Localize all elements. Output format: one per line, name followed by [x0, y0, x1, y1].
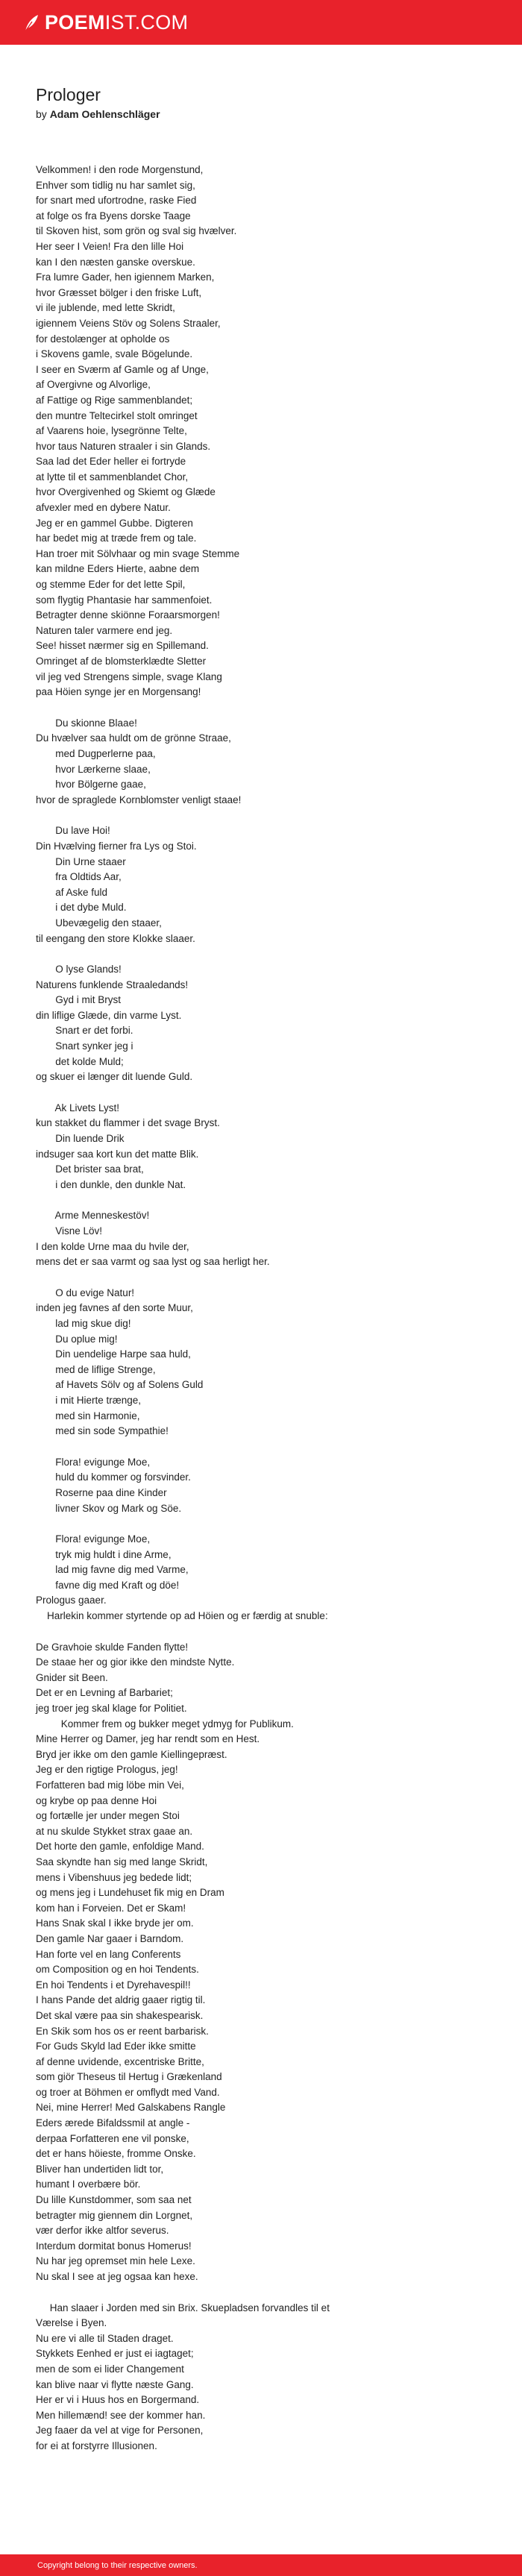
poem-line: O lyse Glands!	[36, 964, 122, 976]
poem-line: Arme Menneskestöv!	[36, 1210, 150, 1222]
poem-line: vær derfor ikke altfor severus.	[36, 2225, 169, 2237]
poem-line: hvor taus Naturen straaler i sin Glands.	[36, 440, 211, 452]
poem-stanza	[36, 1101, 498, 1193]
poem-line: Betragter denne skiönne Foraarsmorgen!	[36, 609, 220, 621]
poem-line: af Vaarens hoie, lysegrönne Telte,	[36, 425, 187, 437]
poem-line: af Overgivne og Alvorlige,	[36, 379, 151, 391]
poem-line: med Dugperlerne paa,	[36, 747, 156, 759]
poem-line: Stykkets Eenhed er just ei iagtaget;	[36, 2348, 194, 2360]
site-logo-text: POEMIST.COM	[45, 10, 189, 34]
poem-line: hvor Bölgerne gaae,	[36, 779, 146, 791]
poem-line: Det brister saa brat,	[36, 1163, 144, 1175]
poem-stanza	[36, 2301, 498, 2454]
poem-line: Han forte vel en lang Conferents	[36, 1948, 181, 1960]
poem-line: for destolænger at opholde os	[36, 333, 170, 345]
poem-line: igiennem Veiens Stöv og Solens Straaler,	[36, 317, 221, 329]
poem-line: Han troer mit Sölvhaar og min svage Stemme	[36, 547, 240, 559]
poem-line: Kommer frem og bukker meget ydmyg for Publikum.	[36, 1718, 294, 1730]
byline-prefix: by	[36, 108, 47, 120]
poem-line: huld du kommer og forsvinder.	[36, 1471, 191, 1483]
poem-line: Fra lumre Gader, hen igiennem Marken,	[36, 271, 215, 283]
poem-line: I den kolde Urne maa du hvile der,	[36, 1240, 189, 1252]
poem-line: af denne uvidende, excentriske Britte,	[36, 2055, 204, 2067]
poem-stanza	[36, 1208, 498, 1269]
poem-line: kun stakket du flammer i det svage Bryst.	[36, 1117, 220, 1129]
poem-line: Nu har jeg opremset min hele Lexe.	[36, 2255, 195, 2267]
poem-line: De Gravhoie skulde Fanden flytte!	[36, 1641, 189, 1653]
poem-line: kom han i Forveien. Det er Skam!	[36, 1902, 186, 1914]
poem-line: vil jeg ved Strengens simple, svage Klang	[36, 670, 222, 682]
poem-line: til Skoven hist, som grön og sval sig hvælver.	[36, 225, 237, 237]
logo-feather-icon	[22, 13, 40, 31]
poem-line: med sin Harmonie,	[36, 1410, 140, 1421]
site-header	[0, 0, 522, 45]
poem-line: Visne Löv!	[36, 1225, 103, 1237]
poem-line: Men hillemænd! see der kommer han.	[36, 2409, 206, 2421]
poem-line: paa Höien synge jer en Morgensang!	[36, 686, 201, 698]
poem-line: Enhver som tidlig nu har samlet sig,	[36, 179, 195, 191]
poem-body	[36, 163, 498, 2454]
poem-line: Det er en Levning af Barbariet;	[36, 1687, 173, 1699]
poem-line: din liflige Glæde, din varme Lyst.	[36, 1009, 182, 1021]
poem-line: det kolde Muld;	[36, 1055, 124, 1067]
poem-line: at nu skulde Stykket strax gaae an.	[36, 1825, 193, 1837]
poem-line: mens det er saa varmt og saa lyst og saa herligt her.	[36, 1256, 270, 1268]
site-logo[interactable]	[22, 10, 189, 34]
poem-line: i Skovens gamle, svale Bögelunde.	[36, 348, 193, 360]
poem-line: Ubevægelig den staaer,	[36, 917, 162, 929]
poem-line: Bliver han undertiden lidt tor,	[36, 2163, 164, 2175]
poem-line: Bryd jer ikke om den gamle Kiellingepræst.	[36, 1748, 227, 1760]
poem-line: af Aske fuld	[36, 886, 108, 898]
poem-line: vi ile jublende, med lette Skridt,	[36, 302, 175, 314]
poem-line: den muntre Teltecirkel stolt omringet	[36, 409, 198, 421]
poem-line: Du hvælver saa huldt om de grönne Straae,	[36, 732, 231, 744]
poem-line: Din Hvælving fierner fra Lys og Stoi.	[36, 840, 197, 852]
poem-line: Omringet af de blomsterklædte Sletter	[36, 656, 207, 667]
poem-line: for snart med ufortrodne, raske Fied	[36, 195, 197, 207]
poem-line: og troer at Böhmen er omflydt med Vand.	[36, 2086, 220, 2098]
poem-line: Værelse i Byen.	[36, 2317, 107, 2329]
poem-line: I hans Pande det aldrig gaaer rigtig til.	[36, 1994, 206, 2006]
poem-line: og mens jeg i Lundehuset fik mig en Dram	[36, 1887, 224, 1899]
poem-stanza	[36, 962, 498, 1085]
poem-line: derpaa Forfatteren ene vil ponske,	[36, 2132, 189, 2144]
poem-line: i det dybe Muld.	[36, 902, 127, 914]
poem-line: Du oplue mig!	[36, 1333, 118, 1345]
poem-title: Prologer	[36, 85, 101, 104]
poem-line: O du evige Natur!	[36, 1287, 135, 1298]
poem-line: hvor Lærkerne slaae,	[36, 763, 151, 775]
poem-line: med de liflige Strenge,	[36, 1363, 156, 1375]
poem-line: Din uendelige Harpe saa huld,	[36, 1348, 191, 1360]
poem-line: og fortælle jer under megen Stoi	[36, 1810, 180, 1822]
poem-line: Snart synker jeg i	[36, 1040, 133, 1052]
poem-line: Din Urne staaer	[36, 855, 126, 867]
byline	[36, 107, 498, 122]
poem-line: lad mig skue dig!	[36, 1317, 131, 1329]
poem-line: at lytte til et sammenblandet Chor,	[36, 471, 189, 483]
author-link[interactable]: Adam Oehlenschläger	[49, 108, 160, 120]
poem-line: Du lille Kunstdommer, som saa net	[36, 2194, 192, 2206]
poem-line: har bedet mig at træde frem og tale.	[36, 533, 197, 544]
poem-line: og skuer ei længer dit luende Guld.	[36, 1071, 193, 1083]
poem-line: om Composition og en hoi Tendents.	[36, 1964, 199, 1976]
poem-line: Jeg faaer da vel at vige for Personen,	[36, 2425, 204, 2437]
poem-line: med sin sode Sympathie!	[36, 1425, 169, 1437]
poem-line: mens i Vibenshuus jeg bedede lidt;	[36, 1871, 192, 1883]
poem-line: fra Oldtids Aar,	[36, 871, 122, 883]
poem-line: tryk mig huldt i dine Arme,	[36, 1548, 172, 1560]
poem-line: Du lave Hoi!	[36, 825, 110, 837]
poem-line: Gyd i mit Bryst	[36, 994, 122, 1006]
poem-line: Interdum dormitat bonus Homerus!	[36, 2240, 192, 2252]
poem-line: hvor Overgivenhed og Skiemt og Glæde	[36, 486, 216, 498]
poem-line: Eders ærede Bifaldssmil at angle -	[36, 2117, 190, 2129]
poem-line: Naturens funklende Straaledands!	[36, 978, 189, 990]
poem-line: inden jeg favnes af den sorte Muur,	[36, 1302, 193, 1314]
poem-line: afvexler med en dybere Natur.	[36, 502, 171, 514]
poem-line: at folge os fra Byens dorske Taage	[36, 210, 191, 222]
poem-line: Din luende Drik	[36, 1133, 125, 1145]
poem-line: jeg troer jeg skal klage for Politiet.	[36, 1703, 187, 1715]
poem-line: Naturen taler varmere end jeg.	[36, 624, 173, 636]
poem-line: betragter mig giennem din Lorgnet,	[36, 2209, 193, 2221]
poem-stanza	[36, 1640, 498, 2285]
poem-line: kan I den næsten ganske overskue.	[36, 256, 195, 268]
poem-stanza	[36, 716, 498, 808]
poem-line: Saa skyndte han sig med lange Skridt,	[36, 1856, 208, 1867]
poem-line: Jeg er en gammel Gubbe. Digteren	[36, 517, 193, 529]
poem-line: Prologus gaaer.	[36, 1595, 107, 1606]
poem-line: Jeg er den rigtige Prologus, jeg!	[36, 1764, 178, 1776]
poem-line: Det skal være paa sin shakespearisk.	[36, 2009, 204, 2021]
poem-line: lad mig favne dig med Varme,	[36, 1564, 189, 1576]
poem-line: som flygtig Phantasie har sammenfoiet.	[36, 594, 213, 606]
poem-line: Nu skal I see at jeg ogsaa kan hexe.	[36, 2271, 198, 2282]
poem-line: Harlekin kommer styrtende op ad Höien og er færdig at snuble:	[36, 1610, 328, 1622]
site-footer	[0, 2554, 522, 2576]
poem-line: og stemme Eder for det lette Spil,	[36, 579, 186, 591]
poem-line: Snart er det forbi.	[36, 1025, 133, 1037]
poem-line: I seer en Sværm af Gamle og af Unge,	[36, 363, 209, 375]
poem-line: Den gamle Nar gaaer i Barndom.	[36, 1932, 184, 1944]
poem-line: For Guds Skyld lad Eder ikke smitte	[36, 2041, 196, 2052]
poem-line: i den dunkle, den dunkle Nat.	[36, 1178, 186, 1190]
poem-line: Her er vi i Huus hos en Borgermand.	[36, 2394, 200, 2406]
poem-line: som giör Theseus til Hertug i Grækenland	[36, 2071, 222, 2083]
poem-line: En Skik som hos os er reent barbarisk.	[36, 2025, 209, 2037]
poem-line: Flora! evigunge Moe,	[36, 1533, 151, 1545]
poem-line: Han slaaer i Jorden med sin Brix. Skuepladsen forvandles til et	[36, 2302, 330, 2313]
poem-line: og krybe op paa denne Hoi	[36, 1794, 157, 1806]
poem-line: men de som ei lider Changement	[36, 2363, 184, 2375]
poem-stanza	[36, 1455, 498, 1516]
poem-line: Mine Herrer og Damer, jeg har rendt som en Hest.	[36, 1733, 260, 1745]
poem-line: Her seer I Veien! Fra den lille Hoi	[36, 240, 184, 252]
poem-line: Flora! evigunge Moe,	[36, 1456, 151, 1468]
poem-line: Gnider sit Been.	[36, 1671, 108, 1683]
poem-line: En hoi Tendents i et Dyrehavespil!!	[36, 1979, 191, 1991]
poem-stanza	[36, 1286, 498, 1439]
poem-line: indsuger saa kort kun det matte Blik.	[36, 1148, 199, 1160]
poem-line: hvor Græsset bölger i den friske Luft,	[36, 286, 202, 298]
poem-line: til eengang den store Klokke slaaer.	[36, 932, 195, 944]
poem-line: livner Skov og Mark og Söe.	[36, 1502, 182, 1514]
poem-line: kan blive naar vi flytte næste Gang.	[36, 2378, 194, 2390]
poem-line: Nei, mine Herrer! Med Galskabens Rangle	[36, 2102, 226, 2114]
poem-line: det er hans höieste, fromme Onske.	[36, 2148, 196, 2160]
poem-stanza	[36, 163, 498, 700]
poem-content	[36, 84, 498, 2470]
poem-line: humant I overbære bör.	[36, 2178, 141, 2190]
poem-line: Hans Snak skal I ikke bryde jer om.	[36, 1917, 194, 1929]
poem-line: See! hisset nærmer sig en Spillemand.	[36, 640, 209, 652]
poem-line: Roserne paa dine Kinder	[36, 1486, 167, 1498]
poem-line: i mit Hierte trænge,	[36, 1394, 142, 1406]
poem-line: De staae her og gior ikke den mindste Nytte.	[36, 1656, 235, 1668]
poem-line: for ei at forstyrre Illusionen.	[36, 2440, 157, 2451]
poem-line: Ak Livets Lyst!	[36, 1102, 120, 1113]
poem-stanza	[36, 1532, 498, 1624]
poem-line: Det horte den gamle, enfoldige Mand.	[36, 1841, 204, 1853]
poem-line: kan mildne Eders Hierte, aabne dem	[36, 563, 200, 575]
poem-line: af Havets Sölv og af Solens Guld	[36, 1379, 204, 1391]
poem-line: Saa lad det Eder heller ei fortryde	[36, 456, 186, 468]
poem-line: Forfatteren bad mig löbe min Vei,	[36, 1779, 184, 1791]
poem-stanza	[36, 823, 498, 946]
poem-line: Velkommen! i den rode Morgenstund,	[36, 164, 204, 175]
poem-line: favne dig med Kraft og döe!	[36, 1579, 180, 1591]
poem-line: Du skionne Blaae!	[36, 717, 137, 729]
copyright-text: Copyright belong to their respective owners.	[37, 2560, 198, 2570]
poem-line: hvor de spraglede Kornblomster venligt staae!	[36, 794, 242, 805]
poem-line: af Fattige og Rige sammenblandet;	[36, 394, 193, 406]
poem-line: Nu ere vi alle til Staden draget.	[36, 2332, 174, 2344]
